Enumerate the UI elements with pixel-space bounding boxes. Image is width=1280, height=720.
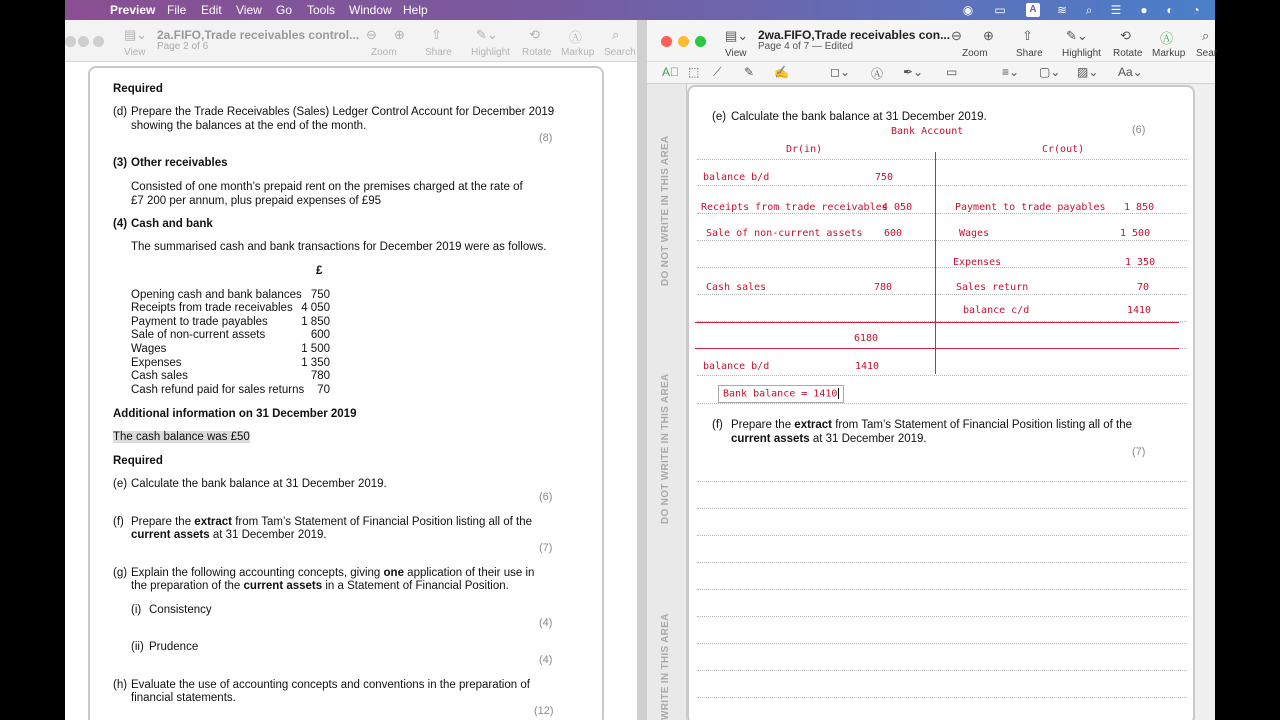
rotate-label: Rotate xyxy=(522,47,552,58)
instant-alpha-icon[interactable]: ⟋ xyxy=(713,65,722,79)
question-f-marks: (7) xyxy=(539,542,553,554)
zoom-window-button[interactable] xyxy=(695,36,706,47)
search-icon[interactable]: ⌕ xyxy=(1085,3,1093,17)
answer-text-box[interactable]: Bank balance = 1410 xyxy=(718,385,844,403)
question-e-marks: (6) xyxy=(539,491,553,503)
right-toolbar xyxy=(647,20,1218,62)
menu-edit[interactable]: Edit xyxy=(201,3,222,17)
debit-entry-label: Sale of non-current assets xyxy=(706,228,863,239)
transaction-label: Expenses xyxy=(131,357,182,369)
debit-entry-value: 4 050 xyxy=(882,202,913,213)
signature-icon[interactable]: ✒⌄ xyxy=(903,65,924,79)
question-gii-marks: (4) xyxy=(539,654,553,666)
credit-entry-value: 1 850 xyxy=(1124,202,1155,213)
text-style-icon[interactable]: Aa⌄ xyxy=(1118,65,1143,79)
transaction-value: 1 350 xyxy=(301,357,330,369)
zoom-in-icon[interactable]: ⊕ xyxy=(394,27,405,42)
highlight-icon[interactable]: ✎⌄ xyxy=(1066,28,1088,43)
section3-line2: £7 200 per annum, plus prepaid expenses of £95 xyxy=(131,195,381,207)
debit-entry-label: Cash sales xyxy=(706,282,767,293)
question-gii-label: (ii) xyxy=(131,641,144,653)
siri-icon[interactable]: ◐ xyxy=(1166,3,1174,17)
rect-selection-icon[interactable]: ⬚ xyxy=(688,65,700,79)
rotate-icon[interactable]: ⟲ xyxy=(529,27,540,42)
window-divider[interactable] xyxy=(637,20,647,720)
credit-entry-value: 1 500 xyxy=(1120,228,1151,239)
required-heading: Required xyxy=(113,455,163,467)
view-label: View xyxy=(725,48,747,59)
credit-entry-value: 1410 xyxy=(1127,305,1152,316)
question-f-label: (f) xyxy=(712,419,723,431)
text-cursor xyxy=(838,388,839,399)
required-heading: Required xyxy=(113,83,163,95)
transaction-value: 4 050 xyxy=(301,302,330,314)
text-selection-icon[interactable]: A⃞ xyxy=(662,65,680,79)
transaction-label: Payment to trade payables xyxy=(131,316,268,328)
section3-title: Other receivables xyxy=(131,157,228,169)
sketch-icon[interactable]: ✎ xyxy=(744,65,755,79)
view-label: View xyxy=(124,47,146,58)
question-g-label: (g) xyxy=(113,567,128,579)
section4-intro: The summarised cash and bank transactions for December 2019 were as follows. xyxy=(131,241,547,253)
transaction-label: Sale of non-current assets xyxy=(131,329,266,341)
question-h-marks: (12) xyxy=(534,705,554,717)
page-notes-icon[interactable]: ▭ xyxy=(946,65,958,79)
transaction-value: 1 850 xyxy=(301,316,330,328)
question-gi-text: Consistency xyxy=(149,604,212,616)
answer-line xyxy=(697,643,1187,644)
answer-line xyxy=(697,159,1187,160)
answer-line xyxy=(697,670,1187,671)
page-indicator: Page 2 of 6 xyxy=(157,41,209,52)
answer-line xyxy=(697,697,1187,698)
menu-app-name[interactable]: Preview xyxy=(110,3,156,17)
answer-line xyxy=(697,375,1187,376)
right-black-bar xyxy=(1215,0,1280,720)
transaction-label: Cash refund paid for sales returns xyxy=(131,384,305,396)
rotate-label: Rotate xyxy=(1113,48,1143,59)
transaction-value: 1 500 xyxy=(301,343,330,355)
debit-entry-label: Receipts from trade receivables xyxy=(701,202,888,213)
t-account-total-line xyxy=(695,348,1179,349)
zoom-in-icon[interactable]: ⊕ xyxy=(983,28,994,43)
question-d-line1: Prepare the Trade Receivables (Sales) Ledger Control Account for December 2019 xyxy=(131,106,555,118)
credit-entry-label: Expenses xyxy=(953,257,1002,268)
window-title: 2wa.FIFO,Trade receivables con... xyxy=(758,28,951,42)
user-icon[interactable]: ● xyxy=(1140,3,1148,17)
control-center-icon[interactable]: ☰ xyxy=(1110,3,1122,17)
question-f-marks: (7) xyxy=(1132,446,1146,458)
debit-entry-label: balance b/d xyxy=(703,172,770,183)
question-d-marks: (8) xyxy=(539,132,553,144)
answer-line xyxy=(697,508,1187,509)
close-button[interactable] xyxy=(661,36,672,47)
question-h-line1: Evaluate the use of accounting concepts and conventions in the preparation of xyxy=(131,679,530,691)
share-icon[interactable]: ⇧ xyxy=(431,27,442,42)
menu-window[interactable]: Window xyxy=(349,3,392,17)
question-e-text: Calculate the bank balance at 31 December 2019. xyxy=(131,478,387,490)
transaction-label: Wages xyxy=(131,343,167,355)
markup-icon[interactable]: Ⓐ xyxy=(569,30,583,45)
search-label: Search xyxy=(604,47,636,58)
margin-warning-text: DO NOT WRITE IN THIS AREA xyxy=(660,135,671,286)
answer-line xyxy=(697,294,1187,295)
markup-label: Markup xyxy=(1152,48,1186,59)
minimize-button[interactable] xyxy=(78,36,89,47)
transaction-value: 780 xyxy=(310,370,330,382)
fill-color-icon[interactable]: ▨⌄ xyxy=(1077,65,1099,79)
window-title: 2a.FIFO,Trade receivables control... xyxy=(157,28,360,42)
menu-go[interactable]: Go xyxy=(276,3,293,17)
right-preview-window xyxy=(647,20,1218,720)
answer-line xyxy=(697,403,1187,404)
sidebar-icon[interactable]: ▤⌄ xyxy=(124,27,148,42)
question-e-text: Calculate the bank balance at 31 December 2019. xyxy=(731,111,987,123)
credit-entry-label: Sales return xyxy=(956,282,1029,293)
transaction-label: Cash sales xyxy=(131,370,188,382)
right-document-page xyxy=(687,85,1195,720)
shape-style-icon[interactable]: ≡⌄ xyxy=(1002,65,1020,79)
border-color-icon[interactable]: ▢⌄ xyxy=(1039,65,1061,79)
credit-entry-value: 70 xyxy=(1137,282,1150,293)
margin-warning-text: DO NOT WRITE IN THIS AREA xyxy=(660,373,671,524)
credit-header: Cr(out) xyxy=(1042,144,1085,155)
answer-line xyxy=(697,535,1187,536)
highlight-icon[interactable]: ✎⌄ xyxy=(476,27,498,42)
section3-line1: Consisted of one month’s prepaid rent on the premises charged at the rate of xyxy=(131,181,523,193)
question-g-line2: the preparation of the current assets in a Statement of Financial Position. xyxy=(131,580,509,592)
section4-number: (4) xyxy=(113,218,128,230)
left-document-page xyxy=(88,66,604,720)
currency-header: £ xyxy=(316,265,323,277)
text-box-icon[interactable]: Ⓐ xyxy=(871,67,884,81)
left-black-bar xyxy=(0,0,65,720)
credit-entry-label: balance c/d xyxy=(963,305,1030,316)
zoom-label: Zoom xyxy=(962,48,988,59)
menu-bar xyxy=(65,0,1215,20)
battery-icon[interactable]: ▭ xyxy=(994,3,1006,17)
question-f-line2: current assets at 31 December 2019. xyxy=(731,433,927,445)
debit-header: Dr(in) xyxy=(786,144,823,155)
question-f-line1: Prepare the extract from Tam’s Statement of Financial Position listing all of the xyxy=(731,419,1133,431)
question-f-line2: current assets at 31 December 2019. xyxy=(131,529,327,541)
debit-entry-value: 780 xyxy=(874,282,893,293)
input-source-icon[interactable]: A xyxy=(1026,3,1040,17)
credit-entry-value: 1 350 xyxy=(1125,257,1156,268)
markup-icon[interactable]: Ⓐ xyxy=(1160,31,1174,46)
account-title: Bank Account xyxy=(891,126,964,137)
answer-line xyxy=(697,589,1187,590)
transaction-value: 70 xyxy=(317,384,330,396)
section3-number: (3) xyxy=(113,157,128,169)
clock-icon[interactable]: ◔ xyxy=(1192,3,1200,17)
question-d-line2: showing the balances at the end of the month. xyxy=(131,120,367,132)
markup-label: Markup xyxy=(561,47,595,58)
search-toolbar-icon[interactable]: ⌕ xyxy=(1202,28,1210,43)
question-h-line2: financial statements. xyxy=(131,692,236,704)
question-e-label: (e) xyxy=(113,478,128,490)
question-f-label: (f) xyxy=(113,516,124,528)
menu-help[interactable]: Help xyxy=(403,3,428,17)
debit-entry-value: 600 xyxy=(884,228,903,239)
zoom-out-icon[interactable]: ⊖ xyxy=(366,27,377,42)
share-label: Share xyxy=(1016,48,1043,59)
transaction-value: 750 xyxy=(310,289,330,301)
question-gii-text: Prudence xyxy=(149,641,199,653)
t-account-total-line xyxy=(695,322,1179,323)
search-toolbar-icon[interactable]: ⌕ xyxy=(612,27,620,42)
minimize-button[interactable] xyxy=(678,36,689,47)
question-gi-label: (i) xyxy=(131,604,142,616)
question-g-line1: Explain the following accounting concepts, giving one application of their use in xyxy=(131,567,535,579)
additional-info-heading: Additional information on 31 December 2019 xyxy=(113,408,357,420)
highlight-label: Highlight xyxy=(1062,48,1101,59)
page-margin xyxy=(647,84,687,720)
credit-entry-label: Wages xyxy=(959,228,990,239)
answer-line xyxy=(697,616,1187,617)
left-preview-window xyxy=(65,20,637,720)
answer-line xyxy=(697,185,1187,186)
menu-view[interactable]: View xyxy=(236,3,262,17)
highlight-label: Highlight xyxy=(471,47,510,58)
answer-line xyxy=(697,213,1187,214)
question-h-label: (h) xyxy=(113,679,128,691)
sidebar-icon[interactable]: ▤⌄ xyxy=(725,28,749,43)
markup-toolbar xyxy=(647,62,1215,84)
credit-entry-label: Payment to trade payables xyxy=(955,202,1106,213)
t-account-divider xyxy=(935,152,936,374)
margin-warning-text: WRITE IN THIS AREA xyxy=(660,613,671,720)
question-d-label: (d) xyxy=(113,106,128,118)
account-total: 6180 xyxy=(854,333,879,344)
balance-bd-label: balance b/d xyxy=(703,361,770,372)
menu-file[interactable]: File xyxy=(167,3,187,17)
left-toolbar xyxy=(65,20,637,62)
question-e-label: (e) xyxy=(712,111,727,123)
search-label: Sear xyxy=(1196,48,1218,59)
zoom-label: Zoom xyxy=(371,47,397,58)
answer-line xyxy=(697,240,1187,241)
debit-entry-value: 750 xyxy=(875,172,894,183)
section4-title: Cash and bank xyxy=(131,218,213,230)
question-f-line1: Prepare the extract from Tam’s Statement of Financial Position listing all of the xyxy=(131,516,533,528)
page-indicator: Page 4 of 7 — Edited xyxy=(758,41,854,52)
transaction-label: Receipts from trade receivables xyxy=(131,302,293,314)
rotate-icon[interactable]: ⟲ xyxy=(1120,28,1131,43)
record-icon[interactable]: ◉ xyxy=(962,3,974,17)
close-button[interactable] xyxy=(65,36,76,47)
answer-line xyxy=(697,481,1187,482)
question-gi-marks: (4) xyxy=(539,617,553,629)
draw-icon[interactable]: ✍ xyxy=(774,65,789,79)
wifi-icon[interactable]: ≋ xyxy=(1056,3,1068,17)
shapes-icon[interactable]: ◻⌄ xyxy=(830,65,851,79)
answer-line xyxy=(697,562,1187,563)
question-e-marks: (6) xyxy=(1132,124,1146,136)
transaction-value: 600 xyxy=(310,329,330,341)
balance-bd-value: 1410 xyxy=(855,361,880,372)
menu-tools[interactable]: Tools xyxy=(307,3,336,17)
cash-balance-text[interactable]: The cash balance was £50 xyxy=(113,431,250,443)
transaction-label: Opening cash and bank balances xyxy=(131,289,302,301)
share-label: Share xyxy=(425,47,452,58)
zoom-out-icon[interactable]: ⊖ xyxy=(951,28,962,43)
zoom-window-button[interactable] xyxy=(93,36,104,47)
share-icon[interactable]: ⇧ xyxy=(1022,28,1033,43)
answer-line xyxy=(697,267,1187,268)
right-document-area xyxy=(647,84,1215,720)
